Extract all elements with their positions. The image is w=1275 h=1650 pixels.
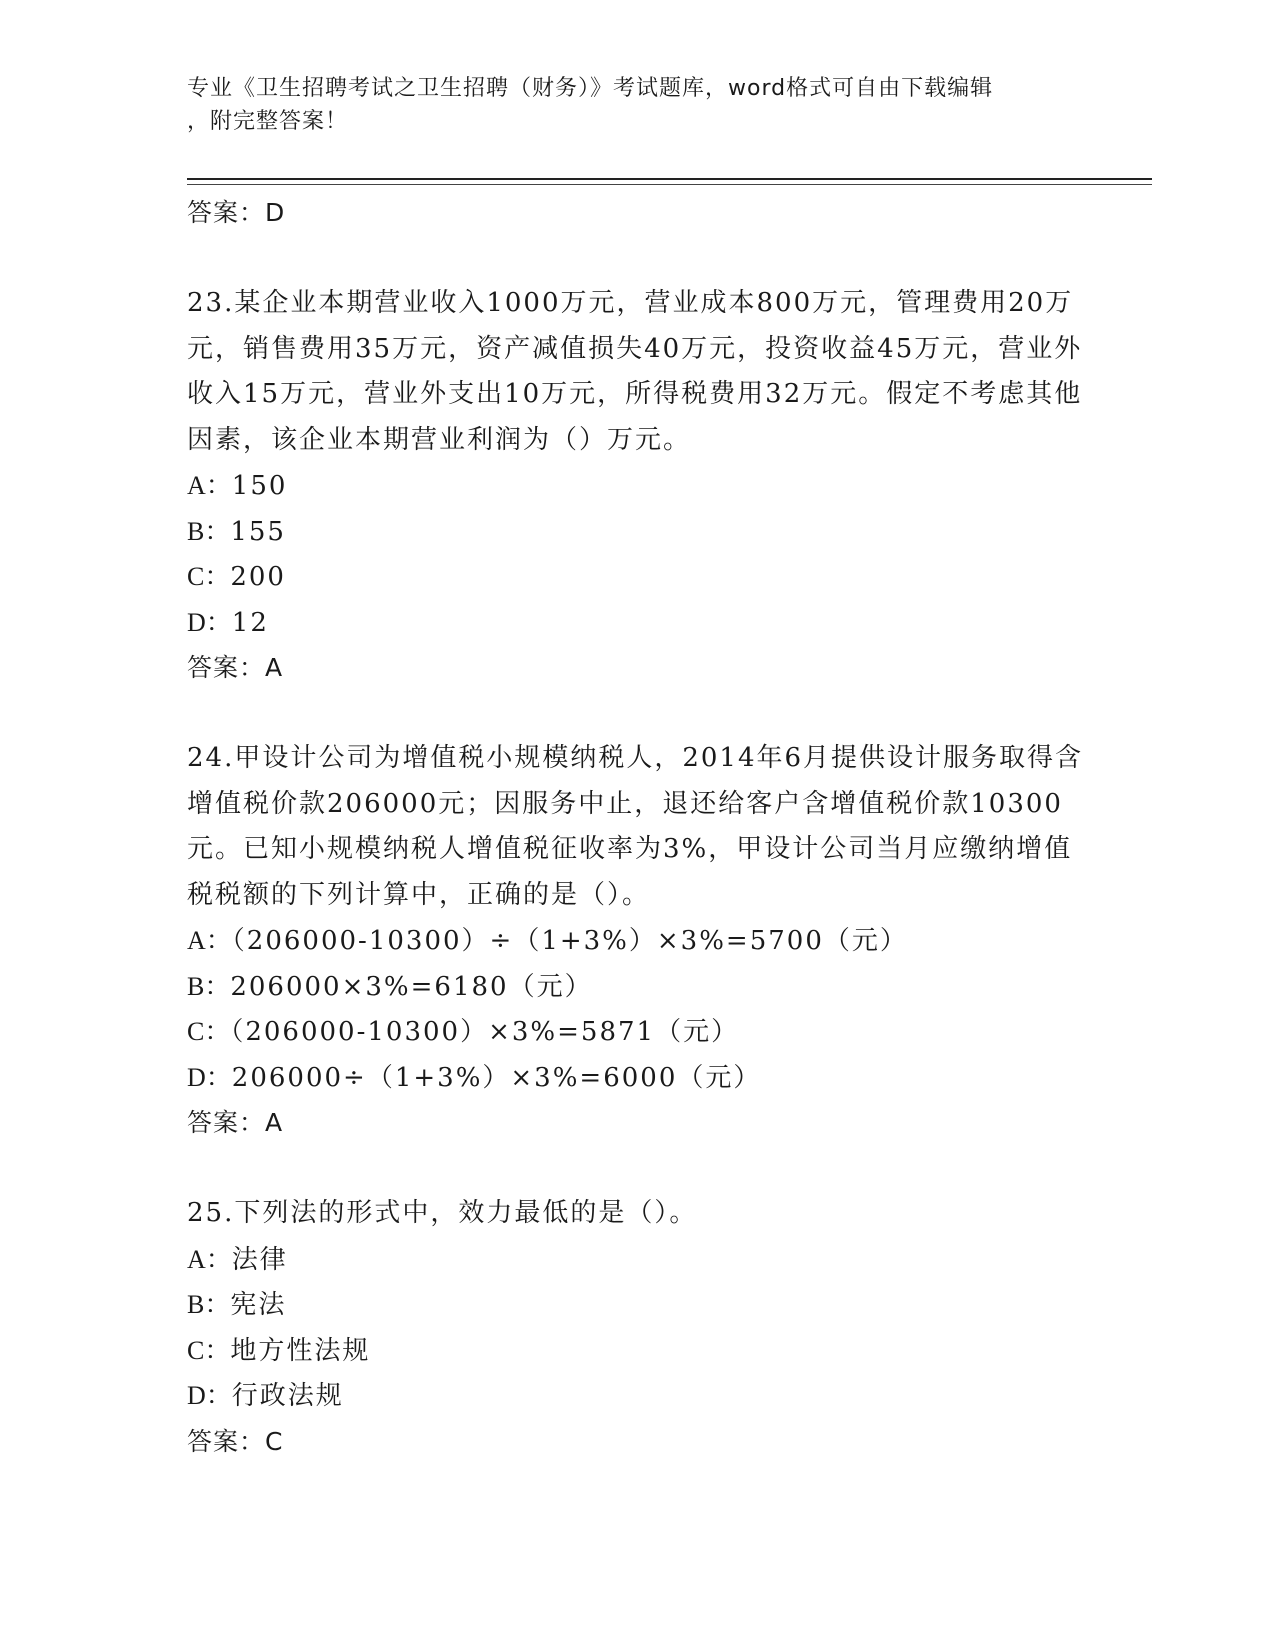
option-letter: A： — [187, 1244, 232, 1274]
option-d — [187, 600, 1087, 646]
option-text: 206000÷（1+3%）×3%=6000（元） — [231, 1062, 762, 1093]
option-text: 150 — [231, 471, 288, 501]
option-a — [187, 463, 1087, 509]
question-stem: 24.甲设计公司为增值税小规模纳税人，2014年6月提供设计服务取得含增值税价款206000元；因服务中止，退还给客户含增值税价款10300元。已知小规模纳税人增值税征收率为3%，甲设计公司当月应缴纳增值税税额的下列计算中，正确的是（）。 — [187, 743, 1084, 910]
header-divider-thick — [187, 178, 1152, 180]
header-line-1: 专业《卫生招聘考试之卫生招聘（财务）》考试题库，word格式可自由下载编辑 — [187, 76, 994, 101]
option-b — [187, 964, 1087, 1010]
answer-line: 答案：A — [187, 1108, 284, 1137]
option-c — [187, 1009, 1087, 1055]
option-letter: B： — [187, 971, 231, 1001]
option-letter: D： — [187, 1062, 232, 1092]
option-c — [187, 554, 1087, 600]
option-b — [187, 509, 1087, 555]
option-text: （206000-10300）÷（1+3%）×3%=5700（元） — [231, 926, 908, 956]
option-letter: B： — [187, 516, 231, 546]
question-stem: 25.下列法的形式中，效力最低的是（）。 — [187, 1198, 698, 1228]
answer-line: 答案：C — [187, 1426, 284, 1456]
option-a — [187, 918, 1087, 964]
header-line-2: ，附完整答案！ — [187, 109, 349, 134]
option-letter: B： — [187, 1290, 231, 1319]
question-block-24 — [187, 736, 1087, 1145]
question-block-23 — [187, 281, 1087, 690]
option-text: 200 — [230, 562, 286, 592]
option-a — [187, 1237, 1087, 1283]
previous-answer: 答案：D — [187, 198, 286, 227]
option-letter: D： — [187, 607, 232, 637]
option-text: 法律 — [231, 1244, 288, 1275]
option-b — [187, 1282, 1087, 1328]
option-letter: A： — [187, 926, 232, 955]
option-text: 地方性法规 — [230, 1335, 371, 1366]
document-header-note — [187, 72, 1067, 138]
option-text: 12 — [231, 607, 269, 638]
option-letter: C： — [187, 1335, 231, 1365]
option-text: 155 — [230, 516, 286, 547]
option-text: 宪法 — [230, 1290, 287, 1320]
option-d — [187, 1055, 1087, 1101]
option-c — [187, 1328, 1087, 1374]
option-letter: C： — [187, 562, 231, 591]
option-text: 206000×3%=6180（元） — [230, 971, 593, 1002]
option-text: （206000-10300）×3%=5871（元） — [230, 1017, 740, 1047]
option-letter: C： — [187, 1017, 231, 1046]
spacer — [187, 235, 1087, 281]
question-stem: 23.某企业本期营业收入1000万元，营业成本800万元，管理费用20万元，销售费用35万元，资产减值损失40万元，投资收益45万元，营业外收入15万元，营业外支出10万元，所得税费用32万元。假定不考虑其他因素，该企业本期营业利润为（）万元。 — [187, 288, 1083, 455]
question-block-25 — [187, 1191, 1087, 1464]
option-letter: A： — [187, 471, 232, 500]
spacer — [187, 690, 1087, 736]
spacer — [187, 1145, 1087, 1191]
answer-line: 答案：A — [187, 653, 284, 682]
question-list — [187, 190, 1087, 1464]
option-text: 行政法规 — [231, 1381, 344, 1411]
header-divider-thin — [187, 184, 1152, 185]
option-letter: D： — [187, 1381, 232, 1410]
option-d — [187, 1373, 1087, 1419]
